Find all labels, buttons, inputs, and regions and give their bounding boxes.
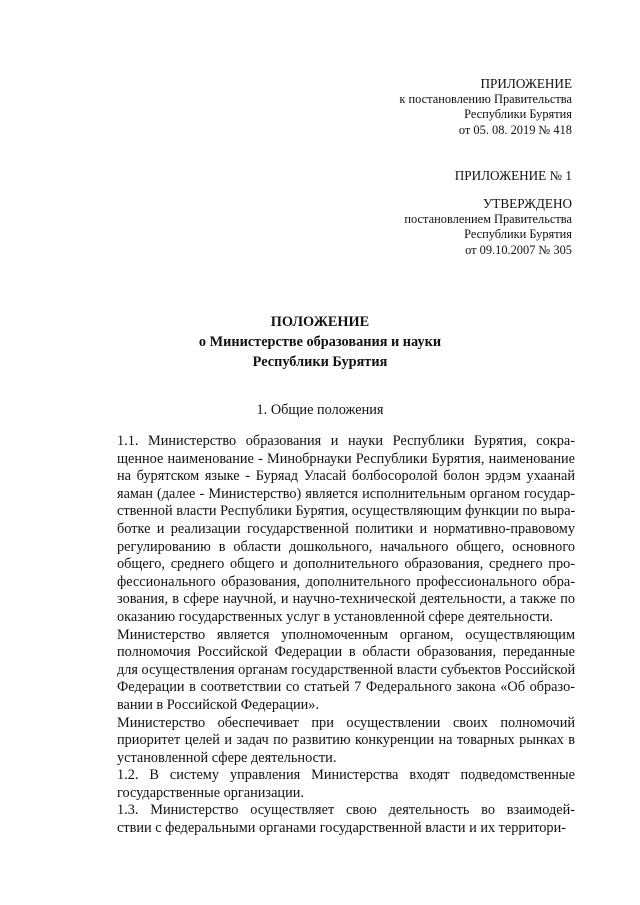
text-line: для осуществления органам государственной власти субъектов Российской xyxy=(117,661,576,678)
text-line: оказанию государственных услуг в установленной сфере деятельности. xyxy=(117,608,554,625)
text-line: приоритет целей и задач по развитию конкуренции на товарных рынках в xyxy=(117,732,575,749)
appendix-line: Республики Бурятия xyxy=(464,107,572,121)
body-text xyxy=(83,433,575,838)
text-line: полномочия Российской Федерации в области образования, переданные xyxy=(117,644,575,661)
text-line: ственной власти Республики Бурятия, осуществляющим функции по выра- xyxy=(117,503,576,520)
text-line: фессионального образования, дополнительного профессионального обра- xyxy=(117,573,575,590)
text-line: Федерации в соответствии со статьей 7 Федерального закона «Об образо- xyxy=(117,679,575,696)
section-heading: 1. Общие положения xyxy=(256,402,384,418)
appendix-date-line: от 05. 08. 2019 № 418 xyxy=(458,122,572,137)
text-line: зования, в сфере научной, и научно-технической деятельности, а также по xyxy=(117,591,575,608)
text-line: ствии с федеральными органами государственной власти и их территори- xyxy=(117,820,566,837)
appendix-header xyxy=(399,76,572,138)
text-line: ботке и реализации государственной политики и нормативно-правовому xyxy=(117,520,575,537)
text-line: на бурятском языке - Буряад Уласай болбосоролой болон эрдэм ухаанай xyxy=(117,468,575,485)
appendix-no1-header xyxy=(455,168,572,184)
text-line: Министерство обеспечивает при осуществлении своих полномочий xyxy=(117,714,575,731)
approved-title: УТВЕРЖДЕНО xyxy=(482,196,572,211)
text-line: Министерство является уполномоченным органом, осуществляющим xyxy=(117,626,575,643)
appendix-title: ПРИЛОЖЕНИЕ xyxy=(480,76,572,91)
title-line: о Министерстве образования и науки xyxy=(198,334,442,350)
title-line: ПОЛОЖЕНИЕ xyxy=(270,314,370,330)
appendix-no1-title: ПРИЛОЖЕНИЕ № 1 xyxy=(454,168,572,183)
text-line: государственные организации. xyxy=(117,784,304,801)
text-line: вании в Российской Федерации». xyxy=(117,696,320,713)
text-line: 1.1. Министерство образования и науки Республики Бурятия, сокра- xyxy=(117,433,575,449)
text-line: 1.2. В систему управления Министерства входят подведомственные xyxy=(117,767,575,784)
approved-line: Республики Бурятия xyxy=(464,227,572,241)
paragraph xyxy=(83,802,575,837)
text-line: яаман (далее - Министерство) является исполнительным органом государ- xyxy=(117,485,575,502)
approved-stamp-block xyxy=(404,196,572,258)
paragraph xyxy=(83,715,575,768)
paragraph xyxy=(83,433,575,627)
text-line: щенное наименование - Минобрнауки Республики Бурятия, наименование xyxy=(117,450,575,467)
paragraph xyxy=(83,627,575,715)
text-line: регулированию в области дошкольного, начального общего, основного xyxy=(117,538,575,555)
title-line: Республики Бурятия xyxy=(252,354,388,370)
text-line: общего, среднего общего и дополнительного образования, среднего про- xyxy=(117,556,575,573)
approved-line: постановлением Правительства xyxy=(404,211,572,226)
appendix-line: к постановлению Правительства xyxy=(399,91,572,106)
approved-date-line: от 09.10.2007 № 305 xyxy=(465,242,572,257)
text-line: 1.3. Министерство осуществляет свою деятельность во взаимодей- xyxy=(117,802,575,819)
paragraph xyxy=(83,767,575,802)
text-line: установленной сфере деятельности. xyxy=(117,749,337,766)
document-title xyxy=(0,312,640,372)
